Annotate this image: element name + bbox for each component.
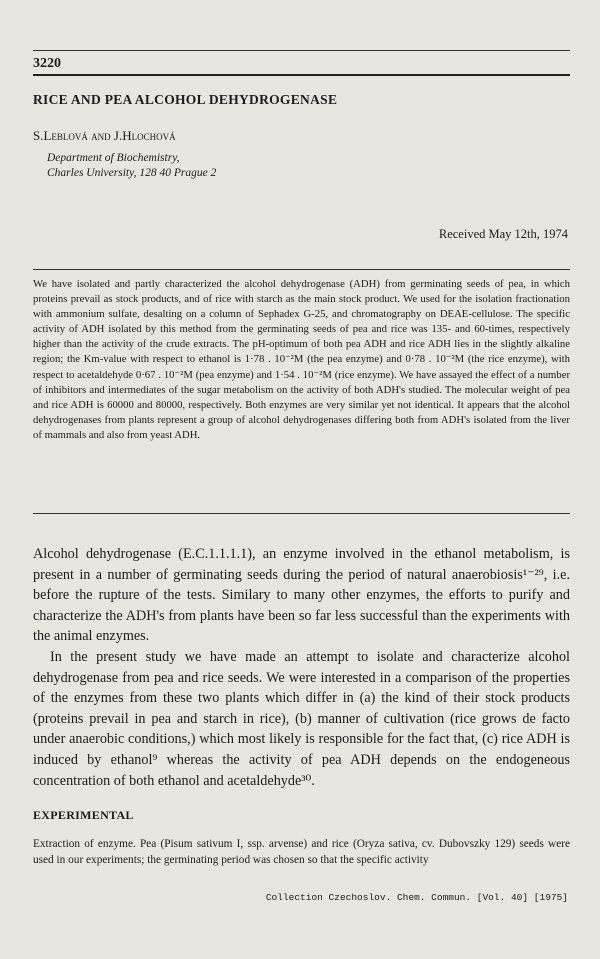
- body-paragraph-1: Alcohol dehydrogenase (E.C.1.1.1.1), an enzyme involved in the ethanol metabolism, is present in a number of germinating seeds during the period of natural anaerobiosis¹⁻²⁹, i.e. before the rupture of the tests. Similary to many other enzymes, the efforts to purify and characterize the ADH's from plants have been so far less successful than the experiments with the animal enzymes.: [33, 546, 570, 645]
- experimental-text: Extraction of enzyme. Pea (Pisum sativum I, ssp. arvense) and rice (Oryza sativa, cv. Dubovszky 129) seeds were used in our experiments; the germinating period was chosen so that the specific activity: [33, 838, 570, 866]
- section-heading: EXPERIMENTAL: [33, 808, 134, 822]
- header-rule: [33, 74, 570, 76]
- abstract: We have isolated and partly characterized the alcohol dehydrogenase (ADH) from germinating seeds of pea, in which proteins prevail as stock products, and of rice with starch as the main stock product. We used for the isolation fractionation with ammonium sulfate, desalting on a column of Sephadex G-25, and chromatography on DEAE-cellulose. The specific activity of ADH isolated by this method from the germinating seeds of pea and rice was 135- and 60-times, respectively higher than the activity of the crude extracts. The pH-optimum of both pea ADH and rice ADH lies in the slightly alkaline region; the Km-value with respect to ethanol is 1·78 . 10⁻²M (the pea enzyme) and 0·78 . 10⁻²M (the rice enzyme), with respect to acetaldehyde 0·67 . 10⁻²M (pea enzyme) and 1·54 . 10⁻²M (rice enzyme). We have assayed the effect of a number of inhibitors and intermediates of the sugar metabolism on the activity of both ADH's studied. The molecular weight of pea and rice ADH is 60000 and 80000, respectively. Both enzymes are very similar yet not identical. It appears that the alcohol dehydrogenases from plants represent a group of alcohol dehydrogenases differing both from ADH's isolated from the liver of mammals and also from yeast ADH.: [33, 278, 570, 441]
- journal-footer: Collection Czechoslov. Chem. Commun. [Vol. 40] [1975]: [265, 892, 568, 903]
- abstract-bottom-rule: [33, 513, 570, 514]
- abstract-top-rule: [33, 269, 570, 270]
- received-date: Received May 12th, 1974: [438, 227, 568, 241]
- introduction: [33, 544, 570, 791]
- authors: S.Leblová and J.Hlochová: [33, 128, 176, 143]
- affiliation: [47, 151, 216, 181]
- top-rule: [33, 50, 570, 51]
- affiliation-line-1: Department of Biochemistry,: [47, 152, 180, 164]
- article-title: RICE AND PEA ALCOHOL DEHYDROGENASE: [33, 92, 338, 107]
- page-number: 3220: [33, 56, 61, 71]
- body-paragraph-2: In the present study we have made an attempt to isolate and characterize alcohol dehydrogenase from pea and rice seeds. We were interested in a comparison of the properties of the enzymes from these two plants which differ in (a) the kind of their stock products (proteins prevail in pea and starch in rice), (b) manner of cultivation (rice grows de facto under anaerobic conditions,) which most likely is responsible for the fact that, (c) rice ADH is induced by ethanol⁹ whereas the activity of pea ADH depends on the endogeneous concentration of both ethanol and acetaldehyde³⁰.: [33, 648, 570, 789]
- affiliation-line-2: Charles University, 128 40 Prague 2: [47, 167, 217, 179]
